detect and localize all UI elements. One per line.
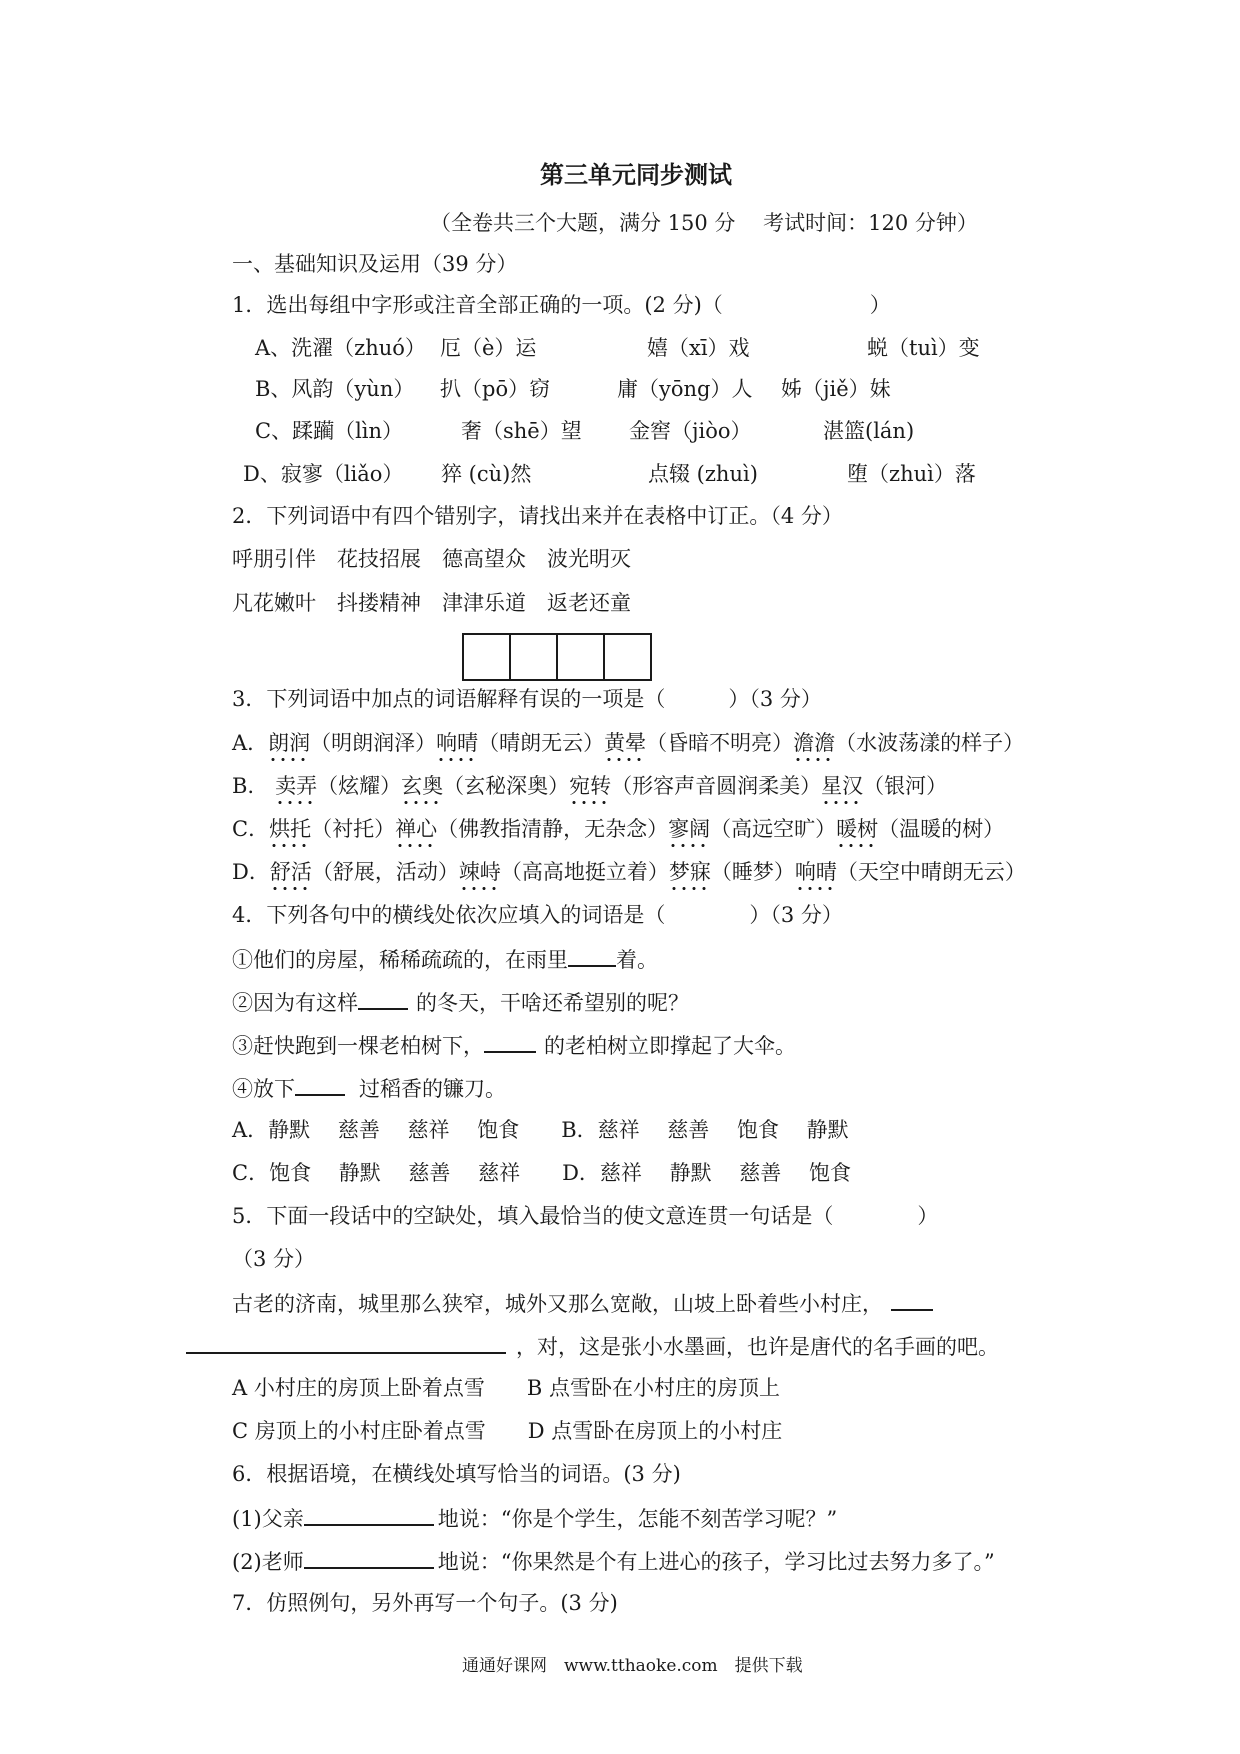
- q3-b-def-1: （炫耀）: [317, 774, 402, 798]
- q3-c-word-1: 烘托: [269, 814, 311, 848]
- q6-s1-tail: 地说：“你是个学生，怎能不刻苦学习呢？”: [437, 1507, 838, 1531]
- q1-b-item-2: 扒（pō）窃: [440, 377, 551, 401]
- q3-a-def-4: （水波荡漾的样子）: [835, 731, 1025, 755]
- q5-options-ab: A 小村庄的房顶上卧着点雪 B 点雪卧在小村庄的房顶上: [232, 1376, 780, 1400]
- q4-sentence-2: [232, 986, 689, 1018]
- q1-a-item-4: 蜕（tuì）变: [867, 336, 980, 360]
- q3-a-word-2: 响晴: [436, 728, 478, 762]
- q3-a-word-4: 澹澹: [793, 728, 835, 762]
- q3-d-def-1: （舒展，活动）: [311, 860, 459, 884]
- q6-sentence-1: [232, 1502, 837, 1534]
- q4-options-ab: A．静默 慈善 慈祥 饱食 B．慈祥 慈善 饱食 静默: [232, 1118, 849, 1142]
- q4-sentence-4: [232, 1072, 506, 1104]
- q3-c-def-3: （高远空旷）: [710, 817, 837, 841]
- q4-sentence-3: [232, 1029, 796, 1061]
- q6-s2-text: (2)老师: [232, 1550, 304, 1574]
- q3-d-word-2: 竦峙: [459, 857, 501, 891]
- q5-passage-text: 古老的济南，城里那么狭窄，城外又那么宽敞，山坡上卧着些小村庄，: [232, 1292, 883, 1316]
- q1-d-item-2: 猝 (cù)然: [441, 462, 532, 486]
- q4-s4-blank[interactable]: [295, 1072, 345, 1096]
- q4-s1-text: ①他们的房屋，稀稀疏疏的，在雨里: [232, 948, 568, 972]
- q5-options-cd: C 房顶上的小村庄卧着点雪 D 点雪卧在房顶上的小村庄: [232, 1419, 783, 1443]
- page-title: 第三单元同步测试: [540, 161, 732, 189]
- q3-b-def-2: （玄秘深奥）: [443, 774, 570, 798]
- q1-d-item-1: D、寂寥（liǎo）: [243, 462, 404, 486]
- q3-d-def-4: （天空中晴朗无云）: [836, 860, 1026, 884]
- q3-option-b: [232, 771, 947, 805]
- q1-b-item-1: B、风韵（yùn）: [255, 377, 415, 401]
- q3-a-word-3: 黄晕: [604, 728, 646, 762]
- q3-c-def-4: （温暖的树）: [878, 817, 1005, 841]
- q1-b-item-4: 姊（jiě）妹: [781, 377, 891, 401]
- q4-options-cd: C．饱食 静默 慈善 慈祥 D．慈祥 静默 慈善 饱食: [232, 1161, 851, 1185]
- q3-d-prefix: D．: [232, 860, 270, 884]
- q3-a-prefix: A．: [232, 731, 269, 755]
- q1-c-item-4: 湛篮(lán): [823, 419, 915, 443]
- q1-stem: 1．选出每组中字形或注音全部正确的一项。(2 分)（ ）: [232, 293, 891, 317]
- q2-words-row-1: 呼朋引伴 花技招展 德高望众 波光明灭: [232, 547, 631, 571]
- q6-stem: 6．根据语境，在横线处填写恰当的词语。(3 分): [232, 1462, 681, 1486]
- q5-score: （3 分）: [232, 1247, 316, 1271]
- q3-a-def-2: （晴朗无云）: [478, 731, 605, 755]
- q3-d-def-2: （高高地挺立着）: [500, 860, 669, 884]
- q3-stem: 3．下列词语中加点的词语解释有误的一项是（ ）（3 分）: [232, 687, 822, 711]
- q4-s3-tail: 的老柏树立即撑起了大伞。: [544, 1034, 796, 1058]
- q3-c-def-1: （衬托）: [311, 817, 396, 841]
- q3-a-def-3: （昏暗不明亮）: [646, 731, 794, 755]
- q3-c-word-3: 寥阔: [668, 814, 710, 848]
- q4-s4-tail: 过稻香的镰刀。: [359, 1077, 506, 1101]
- q2-words-row-2: 凡花嫩叶 抖搂精神 津津乐道 返老还童: [232, 591, 631, 615]
- q3-option-a: [232, 728, 1024, 762]
- q7-stem: 7．仿照例句，另外再写一个句子。(3 分): [232, 1591, 618, 1615]
- correction-cell[interactable]: [464, 635, 511, 679]
- q2-stem: 2．下列词语中有四个错别字，请找出来并在表格中订正。（4 分）: [232, 504, 843, 528]
- q3-b-word-1: 卖弄: [275, 771, 317, 805]
- correction-table[interactable]: [462, 633, 652, 681]
- q3-a-def-1: （明朗润泽）: [310, 731, 437, 755]
- q3-d-word-1: 舒活: [270, 857, 312, 891]
- q5-blank-start[interactable]: [891, 1287, 933, 1311]
- q3-b-def-4: （银河）: [863, 774, 948, 798]
- q4-stem: 4．下列各句中的横线处依次应填入的词语是（ ）（3 分）: [232, 903, 843, 927]
- q1-c-item-1: C、蹂躏（lìn）: [255, 419, 404, 443]
- q4-s3-text: ③赶快跑到一棵老柏树下，: [232, 1034, 484, 1058]
- q3-d-def-3: （睡梦）: [710, 860, 795, 884]
- q5-stem: 5．下面一段话中的空缺处，填入最恰当的使文意连贯一句话是（ ）: [232, 1204, 939, 1228]
- q3-b-def-3: （形容声音圆润柔美）: [611, 774, 822, 798]
- q6-s1-text: (1)父亲: [232, 1507, 304, 1531]
- q3-b-word-3: 宛转: [569, 771, 611, 805]
- q3-d-word-3: 梦寐: [669, 857, 711, 891]
- q1-a-item-3: 嬉（xī）戏: [647, 336, 750, 360]
- q6-sentence-2: [232, 1545, 995, 1577]
- q3-c-word-4: 暖树: [836, 814, 878, 848]
- q3-option-d: [232, 857, 1026, 891]
- q3-c-prefix: C．: [232, 817, 270, 841]
- q4-sentence-1: [232, 943, 658, 975]
- q5-passage-1: [232, 1287, 933, 1319]
- q1-d-item-4: 堕（zhuì）落: [847, 462, 976, 486]
- q4-s2-text: ②因为有这样: [232, 991, 358, 1015]
- q6-s2-blank[interactable]: [304, 1545, 434, 1569]
- q1-c-item-3: 金窖（jiòo）: [629, 419, 752, 443]
- q4-s3-blank[interactable]: [484, 1029, 536, 1053]
- q3-b-word-4: 星汉: [821, 771, 863, 805]
- q3-c-def-2: （佛教指清静，无杂念）: [437, 817, 669, 841]
- q5-blank[interactable]: [186, 1330, 506, 1354]
- section-heading: 一、基础知识及运用（39 分）: [232, 252, 518, 276]
- correction-cell[interactable]: [605, 635, 650, 679]
- q3-a-word-1: 朗润: [268, 728, 310, 762]
- q4-s2-tail: 的冬天，干啥还希望别的呢？: [416, 991, 689, 1015]
- correction-cell[interactable]: [558, 635, 605, 679]
- q4-s4-text: ④放下: [232, 1077, 295, 1101]
- correction-cell[interactable]: [511, 635, 558, 679]
- q5-passage-tail: ，对，这是张小水墨画，也许是唐代的名手画的吧。: [516, 1335, 999, 1359]
- q1-d-item-3: 点辍 (zhuì): [648, 462, 758, 486]
- q6-s2-tail: 地说：“你果然是个有上进心的孩子，学习比过去努力多了。”: [437, 1550, 995, 1574]
- q3-c-word-2: 禅心: [395, 814, 437, 848]
- q1-a-item-1: A、洗濯（zhuó）: [255, 336, 426, 360]
- q1-c-item-2: 奢（shē）望: [461, 419, 582, 443]
- q4-s1-tail: 着。: [616, 948, 658, 972]
- q4-s2-blank[interactable]: [358, 986, 408, 1010]
- q3-d-word-4: 响晴: [795, 857, 837, 891]
- q3-b-prefix: B.: [232, 774, 276, 798]
- q6-s1-blank[interactable]: [304, 1502, 434, 1526]
- q5-passage-2: [186, 1330, 999, 1362]
- exam-info: （全卷共三个大题，满分 150 分 考试时间：120 分钟）: [430, 211, 978, 235]
- q1-b-item-3: 庸（yōng）人: [617, 377, 753, 401]
- q4-s1-blank[interactable]: [568, 943, 616, 967]
- q3-option-c: [232, 814, 1004, 848]
- q1-a-item-2: 厄（è）运: [440, 336, 537, 360]
- page-footer: 通通好课网 www.tthaoke.com 提供下载: [462, 1656, 803, 1676]
- q3-b-word-2: 玄奥: [401, 771, 443, 805]
